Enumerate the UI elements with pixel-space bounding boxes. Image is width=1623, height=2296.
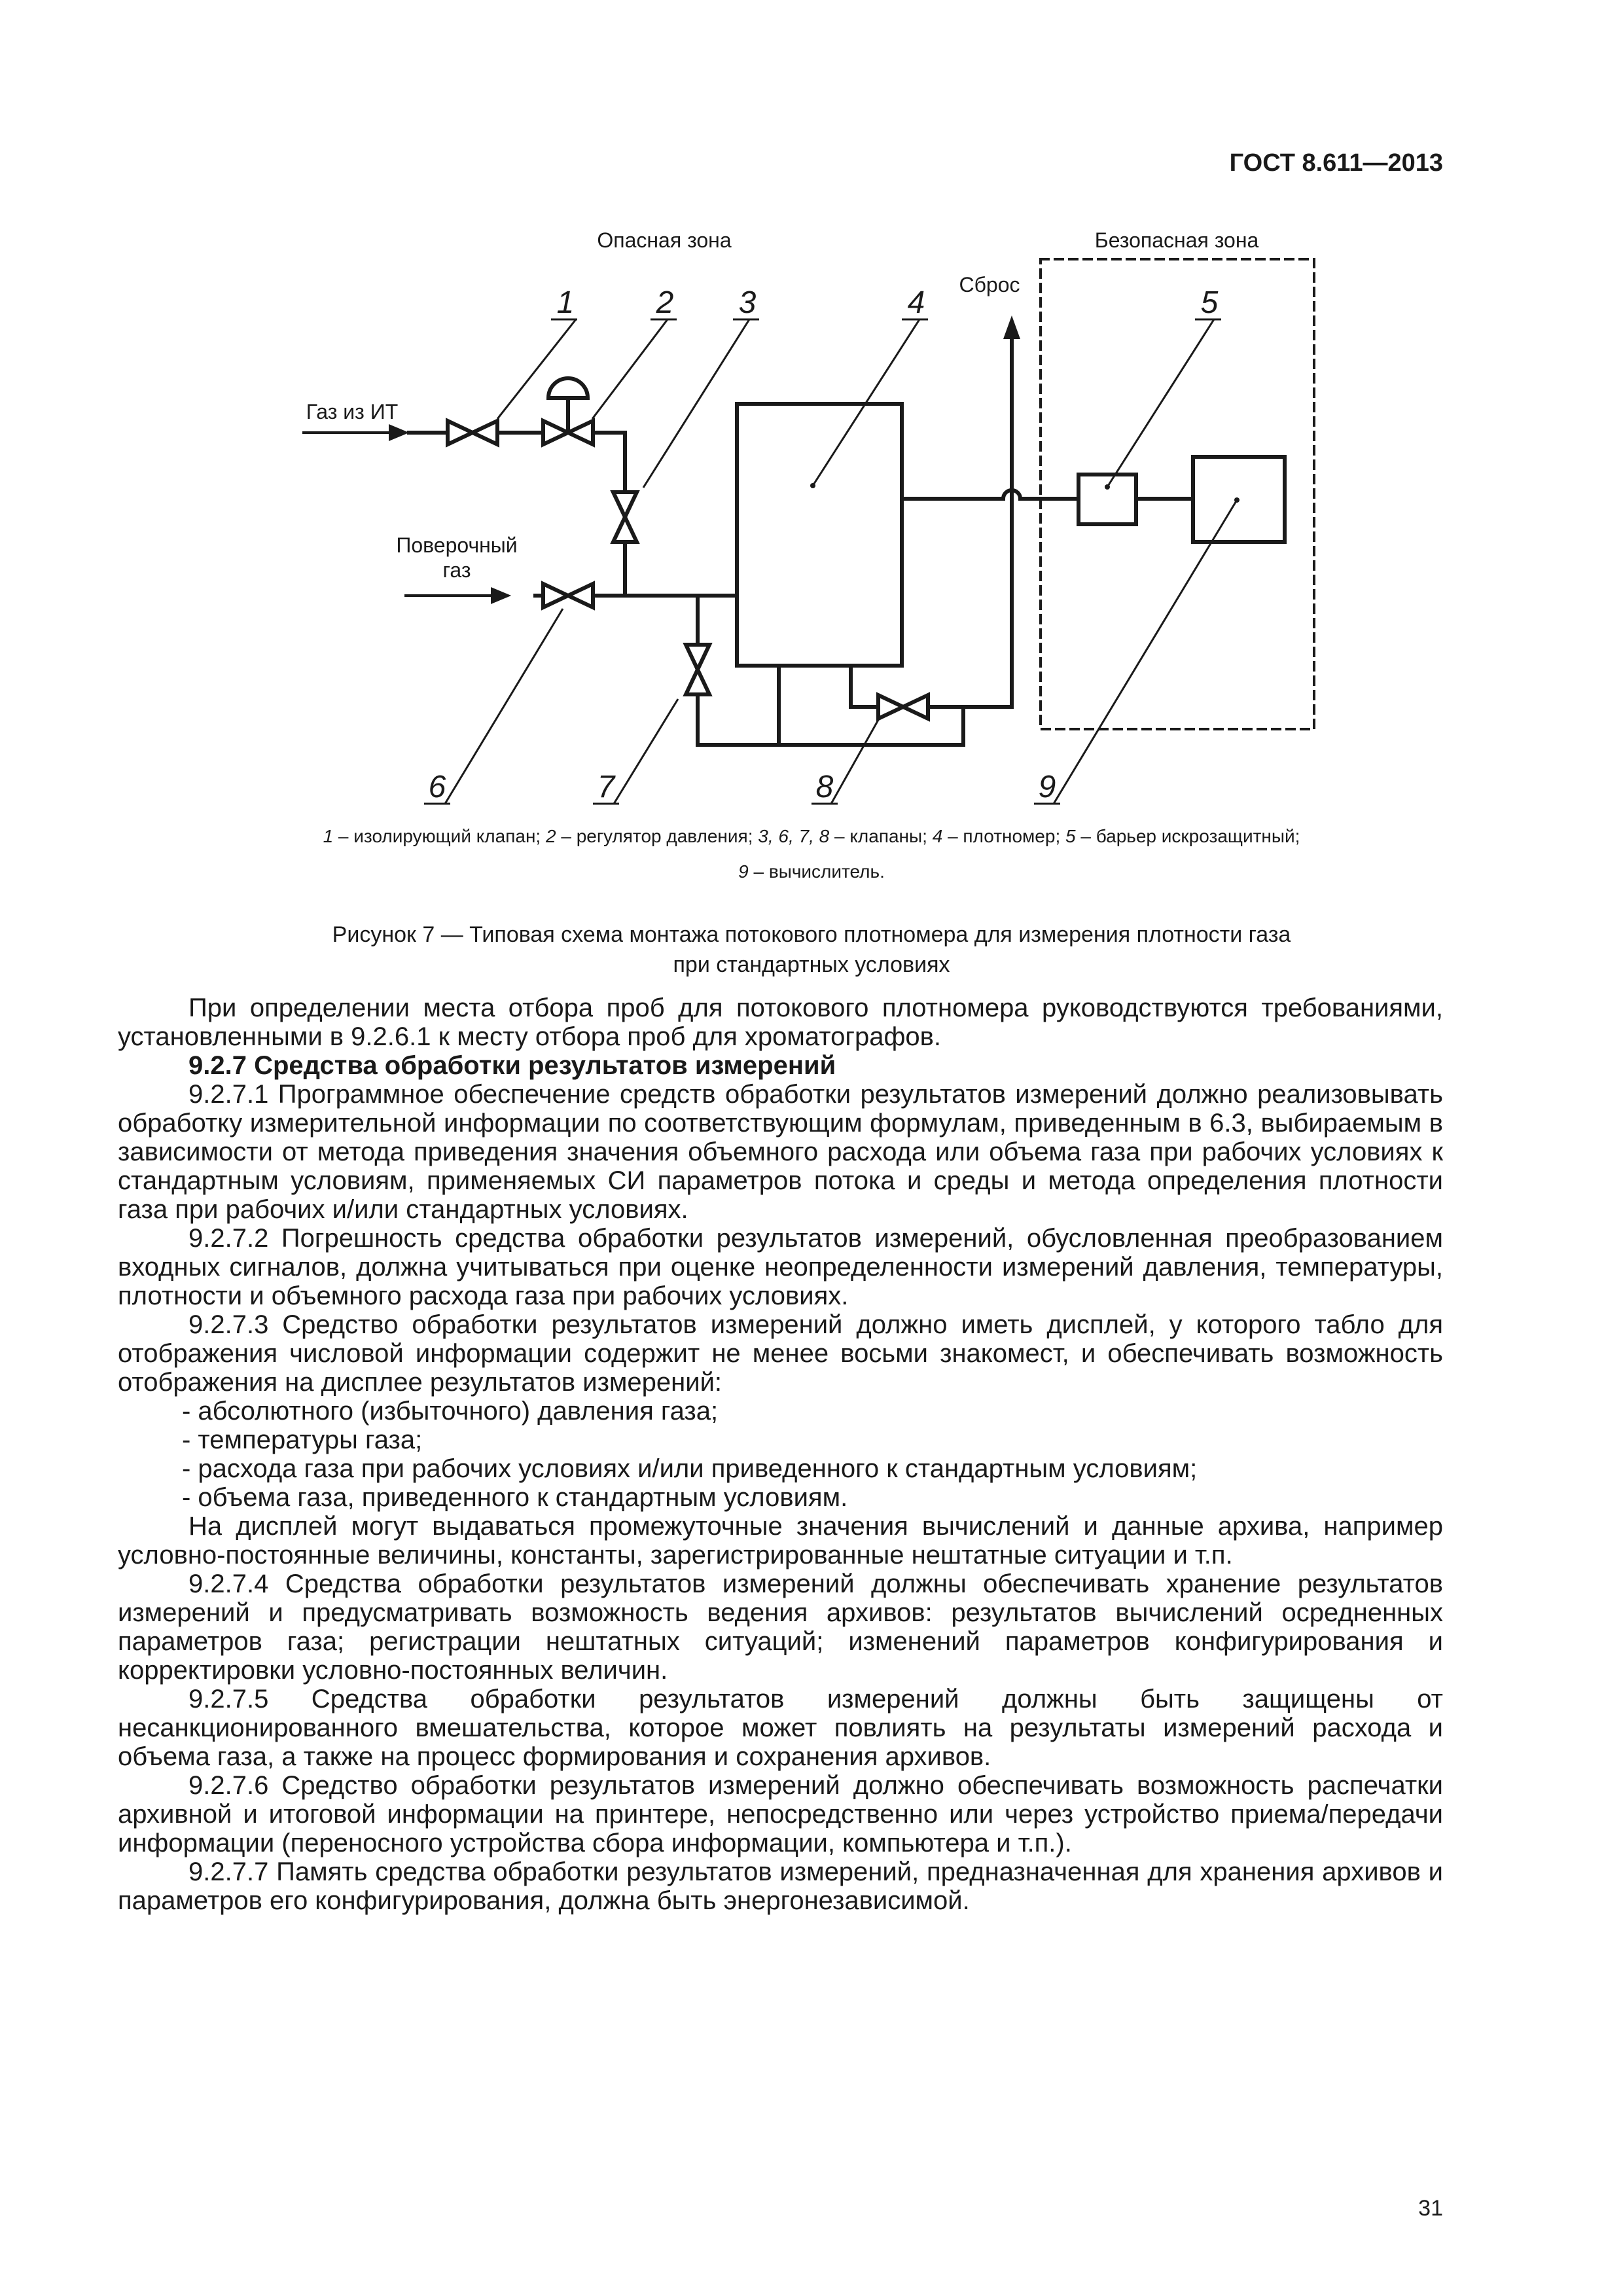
list-item: - абсолютного (избыточного) давления газа; [182,1397,719,1426]
paragraph: 9.2.7.4 Средства обработки результатов измерений должны обеспечивать хранение результатов измерений и предусматривать возможность ведения архивов: результатов вычислений осредненных параметров газа; регистрации нештатных ситуаций; изменений параметров конфигурирования и корректировки условно-постоянных величин. [118,1570,1443,1685]
list-item: - температуры газа; [182,1426,423,1454]
zone-safe-label: Безопасная зона [1094,228,1259,252]
figure-legend-line2: 9 – вычислитель. [738,861,885,882]
test-gas-label: Поверочный [396,533,518,557]
caption-line-2: при стандартных условиях [673,952,950,977]
paragraph: При определении места отбора проб для потокового плотномера руководствуются требованиями, установленными в 9.2.6.1 к месту отбора проб для хроматографов. [118,994,1443,1051]
paragraph: 9.2.7.2 Погрешность средства обработки результатов измерений, обусловленная преобразованием входных сигналов, должна учитываться при оценке неопределенности измерений давления, температуры, плотности и объемного расхода газа при рабочих условиях. [118,1224,1443,1310]
list-item: - расхода газа при рабочих условиях и/или приведенного к стандартным условиям; [182,1454,1198,1483]
number-9: 9 [1038,770,1056,804]
densimeter-4 [737,404,902,666]
zone-danger-label: Опасная зона [597,228,732,252]
number-3: 3 [738,285,757,320]
paragraph: 9.2.7.7 Память средства обработки результатов измерений, предназначенная для хранения архивов и параметров его конфигурирования, должна быть энергонезависимой. [118,1857,1443,1915]
paragraph: 9.2.7.6 Средство обработки результатов измерений должно обеспечивать возможность распечатки архивной и итоговой информации на принтере, непосредственно или через устройство приема/передачи информации (переносного устройства сбора информации, компьютера и т.п.). [118,1771,1443,1857]
figure-caption [170,920,1453,980]
discharge-label: Сброс [959,273,1020,296]
number-6: 6 [428,770,446,804]
number-7: 7 [597,770,615,804]
discharge-arrow [1003,315,1020,339]
barrier-5 [1079,475,1136,524]
installation-diagram [0,0,1623,969]
figure-legend-line1: 1 – изолирующий клапан; 2 – регулятор давления; 3, 6, 7, 8 – клапаны; 4 – плотномер; 5 – барьер искрозащитный; [323,826,1300,846]
paragraph: 9.2.7.1 Программное обеспечение средств обработки результатов измерений должно реализовывать обработку измерительной информации по соответствующим формулам, приведенным в 6.3, выбираемым в зависимости от метода приведения значения объемного расхода или объема газа при рабочих условиях к стандартным условиям, применяемых СИ параметров потока и среды и метода определения плотности газа при рабочих и/или стандартных условиях. [118,1080,1443,1224]
page-number: 31 [1418,2196,1443,2221]
number-5: 5 [1200,285,1219,320]
number-1: 1 [556,285,575,320]
paragraph: 9.2.7.5 Средства обработки результатов измерений должны быть защищены от несанкционированного вмешательства, которое может повлиять на результаты измерений расхода и объема газа, а также на процесс формирования и сохранения архивов. [118,1685,1443,1771]
number-2: 2 [656,285,674,320]
regulator-actuator [548,378,588,398]
document-code: ГОСТ 8.611—2013 [1229,149,1443,177]
body-text [118,994,1443,1915]
paragraph: 9.2.7.3 Средство обработки результатов измерений должно иметь дисплей, у которого табло для отображения числовой информации содержит не менее восьми знакомест, и обеспечивать возможность отображения на дисплее результатов измерений: [118,1310,1443,1397]
caption-line-1: Рисунок 7 — Типовая схема монтажа потокового плотномера для измерения плотности газа [332,922,1291,947]
paragraph: На дисплей могут выдаваться промежуточные значения вычислений и данные архива, например условно-постоянные величины, константы, зарегистрированные нештатные ситуации и т.п. [118,1512,1443,1570]
list-item: - объема газа, приведенного к стандартным условиям. [182,1483,848,1512]
test-gas-label-2: газ [442,558,471,582]
section-heading: 9.2.7 Средства обработки результатов измерений [188,1051,836,1080]
gas-from-it-label: Газ из ИТ [306,400,399,423]
number-8: 8 [815,770,834,804]
number-4: 4 [907,285,925,320]
